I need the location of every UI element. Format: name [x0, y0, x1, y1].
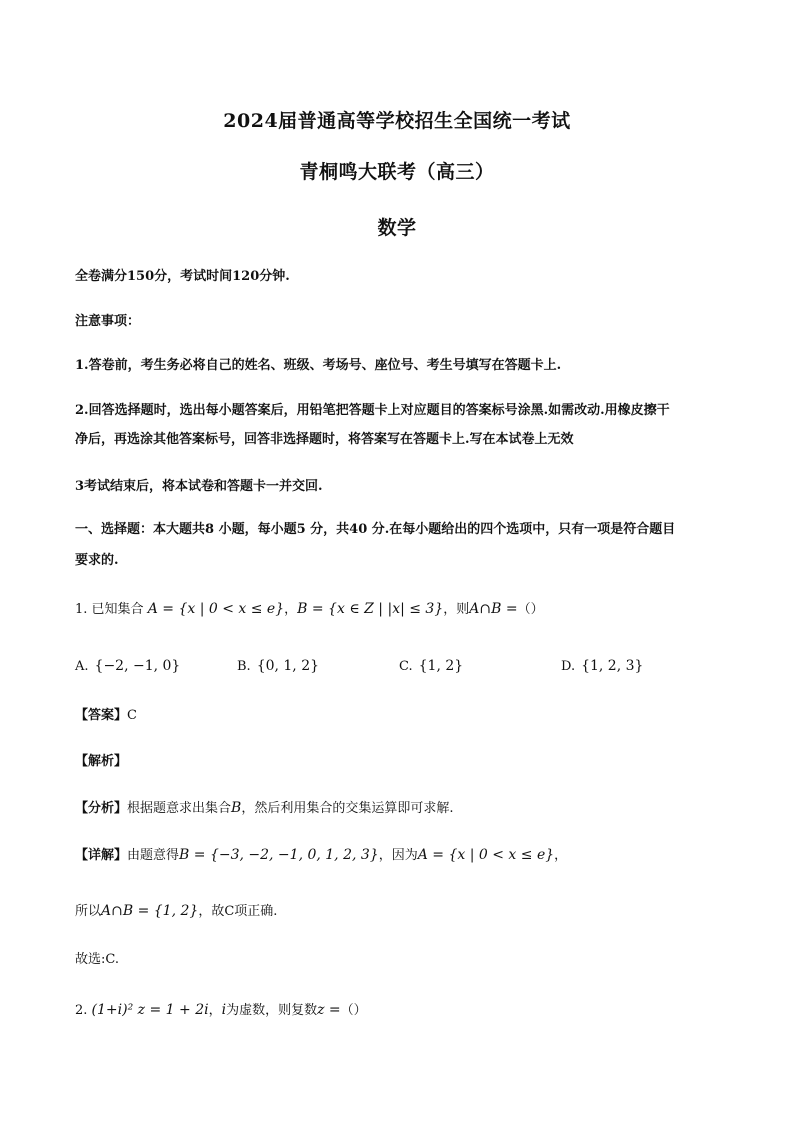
answer-paren: （） — [517, 602, 544, 617]
option-b — [237, 657, 319, 676]
exam-title: 2024届普通高等学校招生全国统一考试 — [223, 110, 571, 132]
analysis-label-text: 【解析】 — [75, 754, 128, 769]
notice-item-2-line-2: 净后，再选涂其他答案标号，回答非选择题时，将答案写在答题卡上.写在本试卷上无效 — [75, 432, 574, 447]
notice-item-1: 1.答卷前，考生务必将自己的姓名、班级、考场号、座位号、考生号填写在答题卡上. — [75, 358, 562, 373]
set-b-expression: B = {x ∈ Z | |x| ≤ 3} — [297, 601, 444, 617]
section-heading-line-2: 要求的. — [75, 553, 119, 568]
section-heading-line-1: 一、选择题：本大题共8 小题，每小题5 分，共40 分.在每小题给出的四个选项中，只有一项是符合题目 — [75, 522, 676, 537]
fenxi-text: 根据题意求出集合 — [127, 801, 232, 816]
option-label: B. — [237, 659, 251, 674]
option-d — [561, 657, 643, 676]
answer-value: C — [127, 708, 137, 723]
imaginary-unit: i — [221, 1002, 227, 1018]
option-value: {1, 2, 3} — [581, 658, 644, 674]
fenxi-label: 【分析】 — [75, 801, 128, 816]
answer-label: 【答案】 — [75, 708, 128, 723]
complex-z: z = — [317, 1002, 341, 1018]
intersection-expression: A∩B = — [469, 601, 518, 617]
option-value: {1, 2} — [418, 658, 464, 674]
conclusion-text: 所以 — [75, 904, 102, 919]
xiangjie-line — [75, 846, 567, 865]
answer-line — [75, 707, 137, 725]
option-label: C. — [399, 659, 413, 674]
option-label: D. — [561, 659, 576, 674]
set-a-solution: A = {x | 0 < x ≤ e} — [417, 847, 555, 863]
conclusion-text: ，故C项正确. — [198, 904, 278, 919]
set-b-solution: B = {−3, −2, −1, 0, 1, 2, 3} — [179, 847, 379, 863]
xiangjie-text: 由题意得 — [127, 848, 180, 863]
answer-paren: （） — [340, 1003, 367, 1018]
xiangjie-label: 【详解】 — [75, 848, 128, 863]
option-value: {0, 1, 2} — [256, 658, 320, 674]
option-a — [75, 657, 180, 676]
set-a-expression: A = {x | 0 < x ≤ e} — [147, 601, 285, 617]
option-c — [399, 657, 463, 676]
question-2 — [75, 1001, 367, 1020]
equation-expression: (1+i)² z = 1 + 2i — [91, 1002, 209, 1018]
fenxi-text: ，然后利用集合的交集运算即可求解. — [241, 801, 454, 816]
question-1 — [75, 600, 544, 619]
fenxi-variable: B — [231, 800, 242, 816]
question-text: ， — [284, 602, 298, 617]
option-label: A. — [75, 659, 89, 674]
notice-label: 注意事项： — [75, 314, 141, 329]
option-value: {−2, −1, 0} — [94, 658, 181, 674]
analysis-label — [75, 753, 127, 771]
score-info: 全卷满分150分，考试时间120分钟. — [75, 269, 290, 284]
exam-subtitle: 青桐鸣大联考（高三） — [299, 161, 495, 183]
question-number: 2. — [75, 1003, 88, 1018]
question-number: 1. — [75, 602, 88, 617]
question-text: ， — [208, 1003, 222, 1018]
notice-item-3: 3考试结束后，将本试卷和答题卡一并交回. — [75, 479, 323, 494]
notice-item-2-line-1: 2.回答选择题时，选出每小题答案后，用铅笔把答题卡上对应题目的答案标号涂黑.如需改动.用橡皮擦干 — [75, 403, 670, 418]
question-text: 为虚数，则复数 — [226, 1003, 318, 1018]
question-text: 已知集合 — [91, 602, 144, 617]
question-text: ，则 — [443, 602, 470, 617]
exam-subject: 数学 — [377, 217, 417, 239]
conclusion-line — [75, 902, 277, 921]
final-choice: 故选:C. — [75, 952, 119, 967]
xiangjie-text: ， — [554, 848, 568, 863]
xiangjie-text: ，因为 — [378, 848, 418, 863]
fenxi-line — [75, 799, 453, 818]
intersection-result: A∩B = {1, 2} — [101, 903, 199, 919]
